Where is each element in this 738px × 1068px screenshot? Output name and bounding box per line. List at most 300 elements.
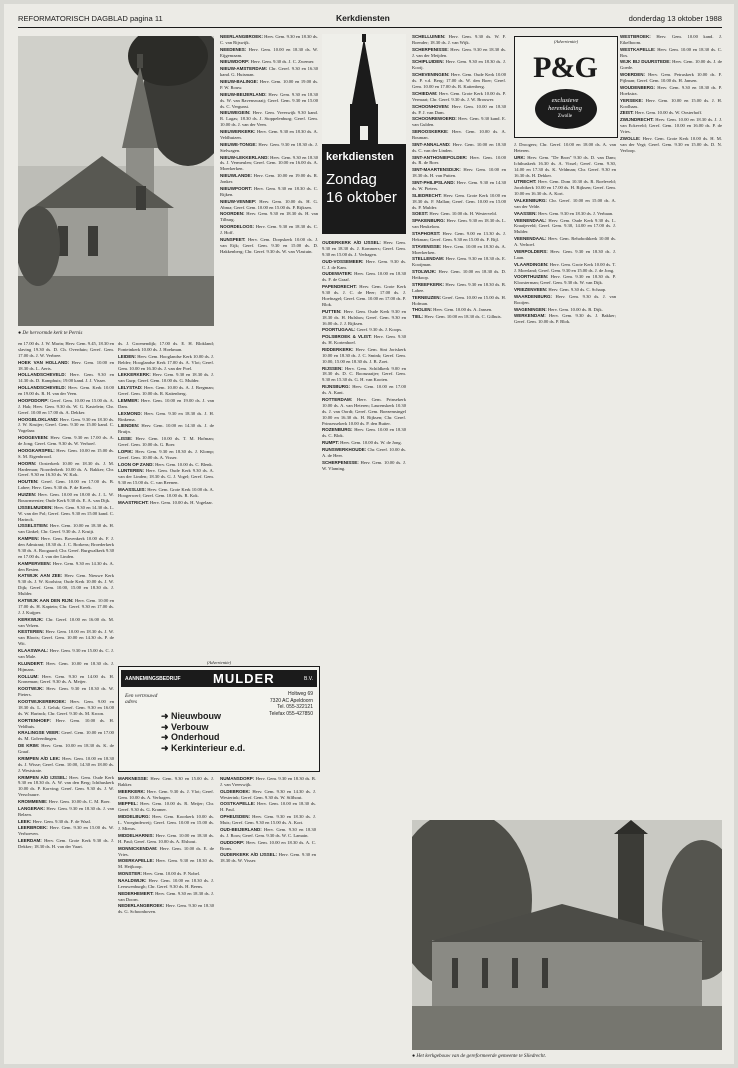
column-3	[220, 34, 318, 660]
church-listing	[514, 155, 616, 179]
place-name: KAMPEN:	[18, 536, 39, 542]
service-times: Herv. Gem. 10.00 en 18.30 ds. J. Hijmans.	[18, 660, 114, 672]
service-times: ds. J. Groenendijk; 17.00 ds. E. H. Blokland; Fonteinkerk 10.00 ds. J. Hoekman.	[118, 341, 214, 352]
church-listing	[514, 287, 616, 293]
service-times: Herv. Gem. 10.00 en 18.00 ds. J. L. W. Bouwmeester; Oude Kerk 9.30 ds. E. A. van Dijk.	[18, 492, 114, 503]
service-times: Herv. Gem. Oude Kerk 9.30 en 18.30 ds. A. W. van den Berg; Ichthuskerk 10.00 ds. P. Korving; Geref. Gem. 9.30 ds. J. W. Verschuure.	[18, 774, 114, 798]
place-name: KOOTWIJKERBROEK:	[18, 699, 67, 705]
place-name: MOERKAPELLE:	[118, 858, 154, 864]
church-listing	[118, 385, 214, 397]
service-times: Herv. Gem. 10.00 en 18.30 ds. L. Aerts.	[18, 359, 114, 371]
place-name: ZEIST:	[620, 110, 634, 116]
place-name: LEEK:	[18, 818, 32, 824]
church-listing	[220, 211, 318, 223]
church-photo-pernis	[18, 36, 214, 326]
place-name: NEEDENES:	[220, 46, 247, 52]
place-name: LEERBROEK:	[18, 825, 48, 831]
place-name: NIEUW-BEIJERLAND:	[220, 91, 267, 97]
church-listing	[18, 617, 114, 629]
service-times: Herv. Gem. 9.30 en 14.00 ds. H. Kroneman; Geref. 9.30 ds. A. Meijer.	[18, 673, 114, 685]
service-times: Herv. Gem. Grote Kerk 10.00 ds. A. Hoogerwerf; Geref. Gem. 10.00 ds. R. Kok.	[118, 487, 214, 498]
church-listing	[220, 199, 318, 211]
church-listing	[412, 256, 506, 268]
church-listing	[118, 354, 214, 372]
church-listing	[514, 249, 616, 261]
service-times: Herv. Gem. 10.00 en 18.30 ds. C. Blok.	[322, 427, 406, 439]
service-times: Herv. Gem. 10.00 ds. H. Veldhuis.	[18, 717, 114, 729]
church-listing	[118, 462, 214, 468]
place-name: MEERKERK:	[118, 788, 146, 794]
ad-label: (Advertentie)	[206, 660, 232, 665]
service-times: Herv. Gem. Prinsekerk 10.00 ds. A. van Heteren; Laurenskerk 10.30 ds. J. van Oordt; Geref. Gem. Boezemsingel 10.00 en 16.30 ds. H. Rijksen; Chr. Geref. Prinsessekerk 10.00 ds. P. den Butter.	[322, 396, 406, 426]
service-times: Herv. Gem. 10.00 en 18.30 ds. H. Paul.	[220, 801, 316, 813]
place-name: MAASTRICHT:	[118, 499, 149, 505]
service-times: Geref. 9.30 ds. J. Koops.	[356, 327, 403, 333]
place-name: TIEL:	[412, 314, 424, 320]
service-times: Herv. Gem. 9.30 ds. J. Bakker; Geref. Gem. 10.00 ds. P. Blok.	[514, 313, 616, 325]
church-listing	[620, 117, 722, 135]
service-times: Herv. Gem. 9.30 en 18.30 ds. J. Kommers; Geref. Gem. 9.30 en 15.00 ds. J. Verhagen.	[322, 240, 406, 257]
service-times: Herv. Gem. 9.30 en 18.30 ds. A. Veldhuizen.	[220, 129, 318, 140]
place-name: MIDDELHARNIS:	[118, 832, 154, 838]
service-times: Herv. Gem. 9.30 en 18.30 ds. J. H. Rinkema.	[118, 410, 214, 422]
church-listing	[514, 274, 616, 286]
place-name: HOOGBLOKLAND:	[18, 416, 59, 422]
place-name: POORTUGAAL:	[322, 327, 356, 333]
church-listing	[322, 384, 406, 396]
place-name: OUD-VOSSEMEER:	[322, 258, 364, 264]
place-name: OUDERKERK A/D IJSSEL:	[220, 852, 278, 858]
service-times: Herv. Gem. 10.00 ds. H. G. Abma; Geref. Gem. 10.00 en 15.00 ds. P. Rijksen.	[220, 198, 318, 210]
place-name: WIJK BIJ DUURSTEDE:	[620, 59, 671, 65]
place-name: NUMANSDORP:	[220, 776, 255, 781]
church-listing	[118, 341, 214, 353]
banner-title: kerkdiensten	[326, 151, 394, 163]
place-name: ZWIJNDRECHT:	[620, 117, 654, 123]
header-rule	[18, 27, 722, 28]
church-listing	[18, 775, 114, 799]
service-times: Herv. Gem. 10.00 ds. A. J. Bregman; Geref. Gem. 10.00 ds. R. Kattenberg.	[118, 385, 214, 397]
service-times: Herv. Gem. 9.30 en 18.30 ds. G. Schoonhoven.	[118, 903, 214, 915]
service-times: Herv. Gem. 10.00 ds. R. Meijer; Chr. Geref. 9.30 ds. G. Kramer.	[118, 801, 214, 813]
church-listing	[620, 72, 722, 84]
church-listing	[412, 307, 506, 313]
place-name: SCHERPENISSE:	[322, 459, 359, 465]
church-listing	[322, 259, 406, 271]
church-listing	[620, 98, 722, 110]
service-times: Chr. Geref. 9.30 en 16.30 kand. G. Huisman.	[220, 66, 318, 78]
place-name: VEENENDAAL:	[514, 236, 547, 242]
service-times: Chr. Geref. 10.00 en 15.00 ds. A. van der Velde.	[514, 197, 616, 209]
church-listing	[412, 47, 506, 59]
service-times: Herv. Gem. 9.30 en 18.30 ds. J. Klomp; Geref. Gem. 10.00 ds. A. Visser.	[118, 448, 214, 460]
place-name: WOUDENBERG:	[620, 84, 655, 90]
church-listing	[514, 218, 616, 236]
place-name: LEKKERKERK:	[118, 372, 151, 378]
church-listing	[412, 231, 506, 243]
service-times: Herv. Gem. 9.30 en 18.30 ds. E. Kooijman.	[412, 256, 506, 268]
place-name: NIEUW-VENNEP:	[220, 198, 257, 204]
place-name: KRALINGSE VEER:	[18, 730, 60, 736]
service-times: Herv. Gem. Oude Kerk 10.00 ds. P. v.d. Berg; 17.00 ds. W. den Boer; Geref. Gem. 10.00 en 17.00 ds. R. Kattenberg.	[412, 72, 506, 90]
header-left: REFORMATORISCH DAGBLAD pagina 11	[18, 14, 163, 23]
section-title: Kerkdiensten	[336, 13, 390, 23]
service-times: Herv. Gem. Sint Joriskerk 10.00 en 18.30 ds. J. C. Smink; Geref. Gem. 10.00, 15.00 en 18.30 ds. J. B. Zoet.	[322, 346, 406, 364]
service-times: Herv. Gem. Grote Kerk 10.00 ds. P. Vermaat; Chr. Geref. 9.30 ds. J. W. Brouwer.	[412, 90, 506, 102]
church-listing	[322, 427, 406, 439]
service-times: Herv. Gem. 9.30 en 14.30 ds. A. den Besten.	[18, 560, 114, 572]
service-times: Herv. Gem. 9.30 en 18.30 ds. J. Muis; Geref. Gem. 9.30 en 15.00 ds. A. Kort.	[220, 814, 316, 826]
service-times: Herv. Gem. 10.00 en 18.30 ds. H. Paul; Geref. Gem. 10.00 ds. A. Elshout.	[118, 832, 214, 844]
service-times: Herv. Gem. 9.30 en 18.30 ds. W. van Ravenswaaij; Geref. Gem. 9.30 en 15.00 ds. C. Vergunst.	[220, 91, 318, 109]
ad-header-bar	[121, 670, 317, 687]
church-listing	[220, 79, 318, 91]
place-name: HUIZEN:	[18, 492, 37, 498]
place-name: SCHOONHOVEN:	[412, 103, 450, 109]
church-listing	[412, 104, 506, 116]
church-listing	[18, 743, 114, 755]
place-name: NIEUW-AMSTERDAM:	[220, 66, 268, 72]
church-listing	[322, 440, 406, 446]
place-name: IJSSELSTEIN:	[18, 523, 49, 529]
place-name: MEPPEL:	[118, 801, 139, 807]
service-times: Herv. Gem. 10.00 ds. B. Dijk.	[547, 306, 603, 312]
page-header	[18, 14, 722, 26]
service-times: Herv. Gem. 9.30 en 18.30 ds. J. Vermeulen; Geref. Gem. 10.00 en 16.00 ds. A. Moerkerken.	[220, 154, 318, 172]
service-times: Herv. Gem. 9.30 en 15.00 ds. W. Verhoeven.	[18, 825, 114, 837]
church-listing	[412, 155, 506, 167]
service-times: Herv. Gem. Koorkerk 10.00 ds. L. Vroegindeweij; Geref. Gem. 10.00 en 15.00 ds. J. Mieras.	[118, 814, 214, 832]
church-listing	[412, 167, 506, 179]
place-name: ROZENBURG:	[322, 427, 353, 433]
place-name: NAALDWIJK:	[118, 877, 147, 883]
church-listing	[118, 858, 214, 870]
place-name: SPAKENBURG:	[412, 218, 446, 224]
church-listing	[18, 718, 114, 730]
church-listing	[220, 801, 316, 813]
place-name: VAASSEN:	[514, 210, 537, 216]
service-times: Herv. Gem. 10.00 ds. A. Jansen.	[433, 307, 493, 313]
service-times: Herv. Gem. 10.00 ds. W. Oosterhoff.	[634, 110, 703, 116]
church-listing	[220, 110, 318, 128]
church-photo-sliedrecht	[412, 820, 722, 1050]
church-listing	[18, 686, 114, 698]
service-times: en 17.00 ds. J. W. Marin; Herv. Gem. 9.45, 18.30 en slaving 19.30 ds. D. Ch. Overduin; Geref. Gem. 17.00 ds. J. W. Verbree.	[18, 341, 114, 358]
place-name: STREEFKERK:	[412, 281, 445, 287]
arrow-icon: ➜	[161, 732, 172, 743]
church-listing	[412, 244, 506, 256]
service-times: Herv. Gem. 10.00 ds. T. M. Hofman; Geref. Gem. 10.00 ds. G. Boer.	[118, 436, 214, 447]
service-times: Herv. Gem. Hooglandse Kerk 10.00 ds. J. Belder; Hooglandse Kerk 17.00 ds. A. Vlot; Geref. Gem. 10.00 en 16.30 ds. J. van der Poel.	[118, 353, 214, 371]
place-name: VOORTHUIZEN:	[514, 274, 549, 280]
column-6	[514, 142, 616, 814]
place-name: NOORDELOOS:	[220, 224, 255, 230]
place-name: HOOGEVEEN:	[18, 435, 49, 441]
church-listing	[18, 819, 114, 825]
ad-label: (Advertentie)	[553, 39, 579, 44]
place-name: LEIDEN:	[118, 353, 136, 359]
place-name: OUD-BEIJERLAND:	[220, 826, 262, 832]
place-name: LISSE:	[118, 436, 133, 442]
service-times: Herv. Gem. 10.00 kand. J. Eikelboom.	[620, 34, 722, 45]
service-times: Herv. Gem. 10.00 en 18.30 ds. P. J. van Dam.	[412, 103, 506, 115]
column-5	[412, 34, 506, 814]
place-name: STAPHORST:	[412, 230, 441, 236]
church-listing	[220, 142, 318, 154]
place-name: NIEUWPOORT:	[220, 185, 252, 191]
place-name: NIEUW-LEKKERLAND:	[220, 154, 269, 160]
service-times: Herv. Gem. 9.30 en 18.30 ds. J. Verbaan.	[538, 210, 614, 216]
service-times: Chr. Geref. 10.00 en 16.00 ds. M. van Velzen.	[18, 616, 114, 628]
place-name: NEDERHEMERT:	[118, 890, 154, 896]
service-times: Herv. Gem. 10.00 en 18.30 ds. W. Eijgenraam.	[220, 46, 318, 58]
church-listing	[118, 871, 214, 877]
company-name: MULDER	[213, 671, 275, 686]
church-listing	[322, 271, 406, 283]
church-listing	[220, 34, 318, 46]
place-name: KATWIJK AAN DEN RIJN:	[18, 598, 74, 604]
service-times: Herv. Gem. 10.00 ds. E. de Vries.	[118, 845, 214, 857]
place-name: SINT-MAARTENSDIJK:	[412, 167, 461, 173]
column-4	[322, 240, 406, 814]
mulder-advertisement	[118, 660, 320, 772]
church-listing	[220, 840, 316, 852]
service-times: Herv. Gem. 9.30 en 18.30 ds. B. Labee.	[412, 281, 506, 293]
place-name: OPHEUSDEN:	[220, 814, 251, 820]
church-listing	[18, 479, 114, 491]
pg-logo: P&G	[533, 51, 597, 84]
service-times: Herv. Gem. 9.30 en 18.30 ds. H. van Tilburg.	[220, 211, 318, 223]
place-name: VIERPOLDERS:	[514, 248, 548, 254]
service-times: Herv. Gem. Oude Kerk 9.30 ds. A. van der Linden; 18.30 ds. G. J. Vogel; Geref. Gem. 9.30 en 15.00 ds. C. van Reenen.	[118, 468, 214, 486]
company-address: Holtweg 69 7320 AC Apeldoorn Tel. 055-322121 Telefax 055-427850	[269, 691, 313, 717]
place-name: OUDDORP:	[220, 839, 245, 845]
place-name: RIJSSEN:	[322, 365, 343, 371]
service-times: Herv. Gem. 9.30 en 14.30 ds. J. Westerink; Geref. Gem. 9.30 ds. W. Silfhout.	[220, 788, 316, 800]
church-listing	[514, 198, 616, 210]
service-times: Herv. Gem. 10.00 en 18.30 ds. A. C. Brons.	[220, 839, 316, 851]
church-listing	[18, 629, 114, 647]
church-listing	[412, 269, 506, 281]
arrow-icon: ➜	[161, 742, 172, 753]
place-name: SINT-ANNALAND:	[412, 141, 451, 147]
service-times: Herv. Gem. 10.00 ds. H. Vogelaar.	[149, 499, 213, 505]
place-name: LANGERAK:	[18, 805, 45, 811]
church-listing	[118, 449, 214, 461]
place-name: KORTENHOEF:	[18, 717, 51, 723]
church-listing	[412, 91, 506, 103]
service-times: Herv. Gem. 9.30 en 14.30 ds. W. Pieters.	[412, 180, 506, 191]
place-name: LEERDAM:	[18, 838, 42, 844]
church-listing	[514, 307, 616, 313]
service-times: Herv. Gem. 9.30 en 15.00 ds. C. J. van Male.	[18, 648, 114, 660]
church-listing	[620, 110, 722, 116]
church-listing	[412, 142, 506, 154]
place-name: LIENDEN:	[118, 423, 140, 429]
service-times: Herv. Gem. 10.00 en 17.00 ds. A. Kant.	[322, 384, 406, 396]
place-name: MIDDELBURG:	[118, 814, 150, 820]
place-name: VALKENBURG:	[514, 197, 547, 203]
service-times: Geref. Gem. 10.00 en 15.00 ds. A. J. Hak; Herv. Gem. 9.30 ds. W. G. Kastelein; Chr. Geref. 10.00 en 17.00 ds. A. Dekker.	[18, 397, 114, 415]
place-name: VEENENDAAL:	[514, 217, 547, 223]
church-listing	[118, 436, 214, 448]
service-times: Herv. Gem. 9.30 en 18.30 ds. J. Kooij.	[412, 59, 506, 71]
service-times: Geref. Gem. 10.00 en 17.00 ds. M. Golverdingen.	[18, 730, 114, 742]
church-listing	[220, 814, 316, 826]
church-listing	[18, 448, 114, 460]
church-listing	[220, 59, 318, 65]
service-times: Herv. Gem. 10.00 ds. P. Nobel.	[143, 871, 201, 877]
place-name: STAVENISSE:	[412, 243, 442, 249]
service-times: Herv. Gem. 9.30 en 18.30 ds. J. van Doorn.	[118, 890, 214, 902]
place-name: KROMMENIE:	[18, 799, 48, 805]
place-name: NOORDEN:	[220, 211, 245, 217]
service-times: Herv. Gem. 9.30 en 18.30 ds. M. Heijkoop.	[118, 858, 214, 870]
service-times: Herv. Gem. Bovenkerk 10.00 ds. F. J. den Admirant; 18.30 ds. J. C. Borkens; Broederkerk 9.30 ds. A. Boogaard; Chr. Geref. Burgwalkerk 9.30 en 17.00 ds. J. van der Linden.	[18, 536, 114, 559]
place-name: WESTKAPELLE:	[620, 46, 656, 52]
service-item: ➜ Verbouw	[161, 721, 209, 732]
banner-date-line2: 16 oktober	[326, 189, 397, 206]
church-listing	[412, 116, 506, 128]
place-name: NIEUWERKERK:	[220, 129, 256, 135]
service-times: Herv. Gem. 9.30 en 18.30 ds. C. J. Hoff.	[220, 224, 318, 236]
church-listing	[118, 833, 214, 845]
place-name: DE KRIM:	[18, 743, 40, 749]
service-times: Herv. Gem. 9.30 en 18.30 ds. P. Kloosterman; Geref. Gem. 9.30 ds. W. van Dijk.	[514, 274, 616, 286]
church-listing	[18, 417, 114, 435]
place-name: SCHIEDAM:	[412, 90, 438, 96]
place-name: SOEST:	[412, 211, 429, 217]
church-listing	[412, 59, 506, 71]
ad-tagline: Een vertrouwd adres	[125, 693, 158, 705]
place-name: SCHOONREWOERD:	[412, 116, 457, 122]
service-times: Herv. Gem. 9.30 en 18.30 ds. L. van Heukelom.	[412, 218, 506, 230]
place-name: RIDDERKERK:	[322, 346, 354, 352]
pg-line3: Zwolle	[557, 114, 573, 119]
service-times: Geref. Gem. 10.00 en 15.00 ds. H. Hofman.	[412, 294, 506, 306]
place-name: RUNSWERKHOUDE:	[322, 447, 367, 452]
place-name: KATWIJK AAN ZEE:	[18, 573, 63, 579]
place-name: HOUTEN:	[18, 479, 39, 485]
church-listing	[220, 224, 318, 236]
church-listing	[18, 561, 114, 573]
place-name: NEDERLANGBROEK:	[118, 903, 165, 909]
service-times: Herv. Gem. 9.30 en 18.30 ds. C. Rijken.	[220, 185, 318, 197]
church-listing	[412, 295, 506, 307]
church-listing	[18, 699, 114, 717]
column-1	[18, 341, 114, 1057]
church-listing	[620, 85, 722, 97]
place-name: WAARDENBURG:	[514, 293, 552, 299]
place-name: VLAARDINGEN:	[514, 261, 549, 267]
place-name: HOLLANDSCHEVELD:	[18, 385, 66, 391]
service-times: Herv. Gem. 9.30 ds. C. J. de Kam.	[322, 258, 406, 270]
place-name: HOEK VAN HOLLAND:	[18, 359, 69, 365]
service-times: Herv. Gem. 10.00 ds. R. de Boer.	[412, 154, 506, 166]
column-2	[118, 341, 214, 659]
service-times: Herv. Gem. 9.30 en 18.30 ds. C. van Rijswijk.	[220, 34, 318, 45]
church-listing	[18, 756, 114, 774]
place-name: PUTTEN:	[322, 308, 342, 314]
church-listing	[322, 366, 406, 384]
church-listing	[18, 435, 114, 447]
church-listing	[118, 487, 214, 499]
church-listing	[514, 294, 616, 306]
place-name: MARKNESSE:	[118, 776, 149, 781]
service-times: Herv. Gem. Grote Kerk 9.30 ds. J. C. de Heer; 17.00 ds. J. Hoefnagel; Geref. Gem. 10.00 en 17.00 ds. P. Blok.	[322, 284, 406, 307]
newspaper-page	[4, 4, 734, 1064]
service-times: Geref. Gem. 10.00 en 17.00 ds. B. Labee; Herv. Gem. 9.30 ds. P. de Kreek.	[18, 479, 114, 491]
service-times: Herv. Gem. 10.00 en 18.30 ds. H. van Ginkel; Chr. Geref. 9.30 ds. J. Kruijt.	[18, 523, 114, 535]
church-listing	[220, 66, 318, 78]
place-name: SCHEVENINGEN:	[412, 72, 450, 78]
church-listing	[620, 47, 722, 59]
service-times: Herv. Gem. Nieuwe Kerk 9.30 ds. J. W. Koolstra; Oude Kerk 10.00 ds. J. W. Dijk; Geref. Gem. 10.00, 15.00 en 18.30 ds. J. Mulder.	[18, 573, 114, 597]
church-listing	[412, 193, 506, 211]
place-name: OUDERKERK A/D IJSSEL:	[322, 240, 381, 245]
service-times: Herv. Gem. Grote Kerk 10.00 ds. T. J. Moerland; Geref. Gem. 9.30 en 15.00 ds. J. de Jong.	[514, 261, 616, 273]
place-name: KAMPERVEEN:	[18, 560, 52, 566]
church-listing	[18, 674, 114, 686]
place-name: MONSTER:	[118, 871, 142, 877]
place-name: WOERDEN:	[620, 72, 645, 78]
church-listing	[18, 598, 114, 616]
place-name: HOOFDDORP:	[18, 397, 49, 403]
place-name: SEROOSKERKE:	[412, 129, 449, 135]
church-listing	[220, 129, 318, 141]
place-name: LOPIK:	[118, 448, 134, 454]
service-times: Herv. Gem. Schildkerk 9.00 en 18.30 ds. D. C. Boonzaaijer; Geref. Gem. 9.30 en 15.30 ds. G. H. van Kooten.	[322, 365, 406, 383]
church-listing	[514, 262, 616, 274]
service-times: Herv. Gem. 9.30 en 18.30 ds. J. Roos; Geref. Gem. 9.30 ds. W. C. Lamain.	[220, 826, 316, 838]
top-photo-caption: ● De hervormde kerk te Pernis	[18, 330, 83, 336]
church-listing	[18, 536, 114, 560]
service-times: Herv. Gem. 10.00 en 18.30 ds. C. Bos.	[620, 46, 722, 58]
church-listing	[18, 806, 114, 818]
church-listing	[18, 461, 114, 479]
service-times: Herv. Gem. Oude Kerk 9.30 en 18.30 ds. H. Hulsbos; Geref. Gem. 9.30 en 16.00 ds. J. J. Rijksen.	[322, 308, 406, 326]
service-times: Oosterkerk 10.00 en 18.30 ds. J. M. Hardeman; Noorderkerk 10.00 ds. A. Bakker; Chr. Geref. 9.30 en 16.30 ds. W. Kok.	[18, 460, 114, 478]
place-name: TERNEUZEN:	[412, 294, 441, 300]
service-times: Herv. Gem. 10.00 en 18.30 ds. J. Wisse; Geref. Gem. 10.00, 14.30 en 18.00 ds. J. Weststrate.	[18, 755, 114, 773]
place-name: RIJNSBURG:	[322, 384, 351, 390]
place-name: MONNICKENDAM:	[118, 845, 158, 851]
church-listing	[118, 903, 214, 915]
service-times: Herv. Gem. 10.00 en 15.00 ds. S. M. Eigenbrood.	[18, 447, 114, 459]
church-listing	[118, 891, 214, 903]
place-name: KRIMPEN A/D LEK:	[18, 755, 61, 761]
church-listing	[18, 799, 114, 805]
service-times: Herv. Gem. 10.00 en 18.30 ds. C. van der Linden.	[412, 141, 506, 153]
place-name: SINT-PHILIPSLAND:	[412, 180, 456, 185]
service-times: Herv. Gem. 10.00 en 19.00 ds. J. van Dam.	[118, 397, 214, 409]
place-name: OOSTKAPELLE:	[220, 801, 256, 807]
service-times: Herv. Gem. 9.30 en 18.30 ds. J. Laan.	[514, 248, 616, 260]
church-listing	[220, 789, 316, 801]
service-times: Herv. Gem. Grote Kerk 9.30 ds. J. Dekker; 18.30 ds. H. van der Vaart.	[18, 838, 114, 850]
church-listing	[118, 398, 214, 410]
kerkdiensten-banner	[322, 34, 406, 234]
service-times: Herv. Gem. 10.00 en 15.00 ds. J. H. Koolhaas.	[620, 97, 722, 109]
arrow-icon: ➜	[161, 721, 172, 732]
place-name: POLSBROEK & VLIST:	[322, 334, 372, 340]
service-item: ➜ Onderhoud	[161, 732, 220, 743]
church-listing	[220, 92, 318, 110]
church-listing	[118, 846, 214, 858]
place-name: KOLLUM:	[18, 673, 39, 679]
church-listing	[412, 72, 506, 90]
place-name: NUNSPEET:	[220, 236, 246, 242]
